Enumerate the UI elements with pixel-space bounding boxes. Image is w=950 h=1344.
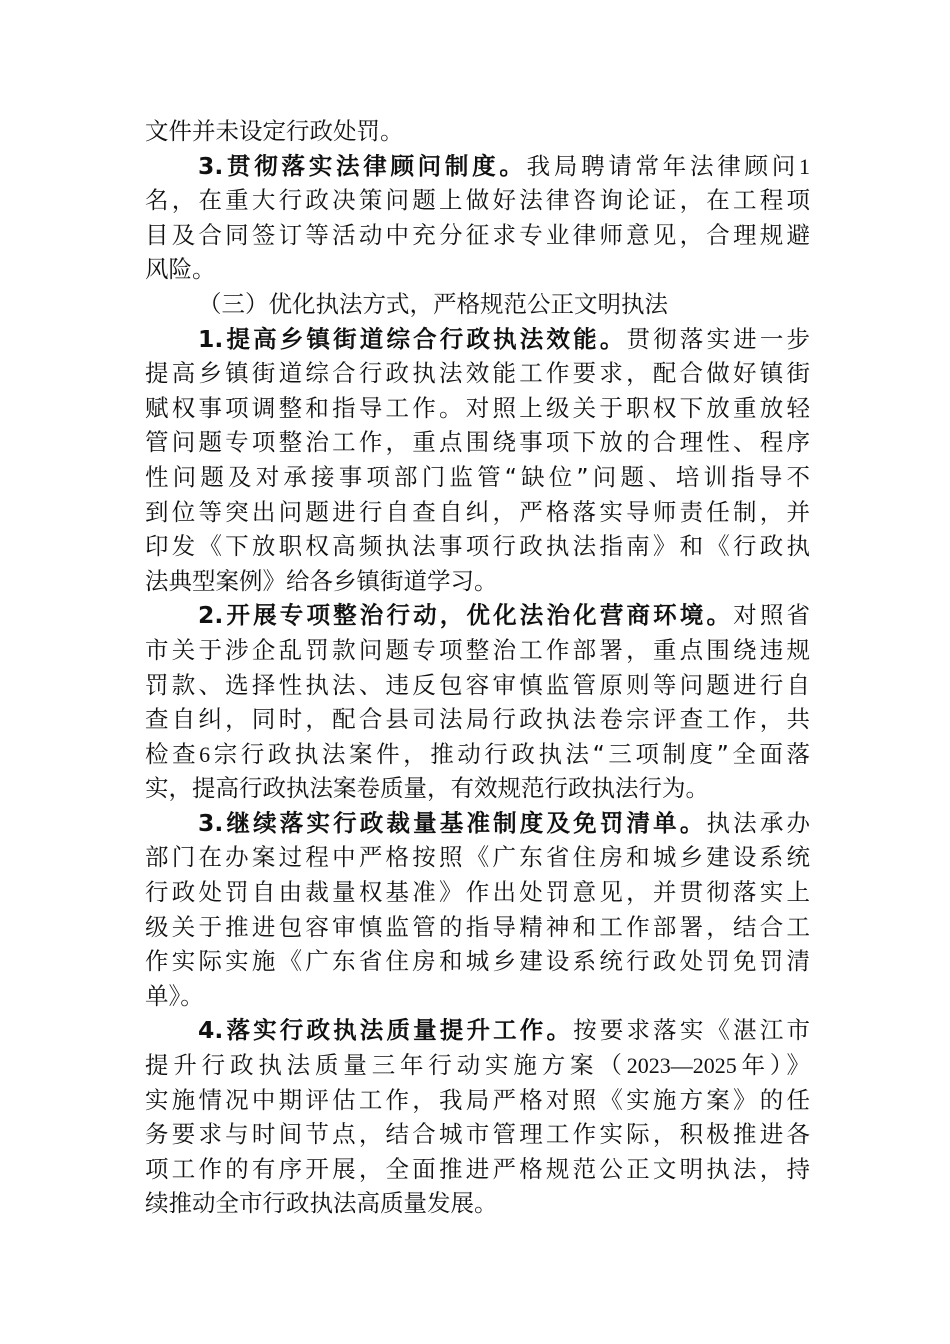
paragraph-line (145, 875, 810, 910)
text: 贯彻落实进一步 (626, 324, 810, 353)
text: 赋权事项调整和指导工作。对照上级关于职权下放重放轻 (145, 393, 810, 422)
text: 提升行政执法质量三年行动实施方案（ (145, 1051, 627, 1080)
number-text: 2023—2025 (626, 1053, 737, 1079)
text: 风险。 (145, 255, 216, 284)
text: 行政处罚自由裁量权基准》作出处罚意见，并贯彻落实上 (145, 878, 810, 907)
text: 查自纠，同时，配合县司法局行政执法卷宗评查工作，共 (145, 705, 810, 734)
text: 实，提高行政执法案卷质量，有效规范行政执法行为。 (145, 774, 709, 803)
text: 我局聘请常年法律顾问 (526, 151, 799, 180)
paragraph-line (145, 356, 810, 391)
text: 宗行政执法案件，推动行政执法“三项制度”全面落 (210, 739, 810, 768)
text: 作实际实施《广东省住房和城乡建设系统行政处罚免罚清 (145, 947, 810, 976)
paragraph-line (145, 979, 810, 1014)
document-body (145, 114, 810, 1221)
text: 级关于推进包容审慎监管的指导精神和工作部署，结合工 (145, 912, 810, 941)
paragraph-line (145, 737, 810, 772)
number-text: 6 (199, 741, 211, 767)
text: 到位等突出问题进行自查自纠，严格落实导师责任制，并 (145, 497, 810, 526)
text: 名，在重大行政决策问题上做好法律咨询论证，在工程项 (145, 186, 810, 215)
paragraph-discretion-line-1 (145, 806, 810, 841)
section-title (145, 287, 810, 322)
paragraph-line (145, 1152, 810, 1187)
text: 对照省 (733, 601, 811, 630)
paragraph-line (145, 218, 810, 253)
paragraph-line (145, 391, 810, 426)
paragraph-rectification-line-1 (145, 598, 810, 633)
paragraph-line (145, 1117, 810, 1152)
paragraph-heading: 4.落实行政执法质量提升工作。 (198, 1016, 574, 1045)
paragraph-line (145, 771, 810, 806)
text: 实施情况中期评估工作，我局严格对照《实施方案》的任 (145, 1085, 810, 1114)
paragraph-township-line-1 (145, 322, 810, 357)
paragraph-line (145, 910, 810, 945)
paragraph-heading: 3.继续落实行政裁量基准制度及免罚清单。 (198, 808, 707, 837)
paragraph-heading: 2.开展专项整治行动，优化法治化营商环境。 (198, 601, 734, 630)
paragraph-line (145, 1186, 810, 1221)
paragraph-line (145, 183, 810, 218)
text: 法典型案例》给各乡镇街道学习。 (145, 566, 498, 595)
paragraph-line (145, 633, 810, 668)
section-heading: （三）优化执法方式，严格规范公正文明执法 (198, 289, 668, 318)
paragraph-line (145, 425, 810, 460)
paragraph-line (145, 1083, 810, 1118)
paragraph-line (145, 495, 810, 530)
text: 文件并未设定行政处罚。 (145, 117, 404, 145)
text: 按要求落实《湛江市 (573, 1016, 811, 1045)
paragraph-line (145, 564, 810, 599)
paragraph-line (145, 529, 810, 564)
text: 续推动全市行政执法高质量发展。 (145, 1189, 498, 1218)
text: 罚款、选择性执法、违反包容审慎监管原则等问题进行自 (145, 670, 810, 699)
text: 管问题专项整治工作，重点围绕事项下放的合理性、程序 (145, 428, 810, 457)
text: 年）》 (736, 1051, 811, 1080)
text: 提高乡镇街道综合行政执法效能工作要求，配合做好镇街 (145, 359, 810, 388)
paragraph-heading: 1.提高乡镇街道综合行政执法效能。 (198, 324, 627, 353)
text: 性问题及对承接事项部门监管“缺位”问题、培训指导不 (145, 462, 810, 491)
paragraph-line (145, 840, 810, 875)
text: 务要求与时间节点，结合城市管理工作实际，积极推进各 (145, 1120, 810, 1149)
text: 市关于涉企乱罚款问题专项整治工作部署，重点围绕违规 (145, 635, 810, 664)
number-text: 1 (799, 153, 810, 179)
text: 目及合同签订等活动中充分征求专业律师意见，合理规避 (145, 220, 810, 249)
text: 单》。 (145, 981, 204, 1010)
paragraph-line (145, 1048, 810, 1083)
paragraph-line (145, 702, 810, 737)
text: 项工作的有序开展，全面推进严格规范公正文明执法，持 (145, 1154, 810, 1183)
text: 执法承办 (706, 808, 811, 837)
text: 部门在办案过程中严格按照《广东省住房和城乡建设系统 (145, 843, 810, 872)
paragraph-heading: 3.贯彻落实法律顾问制度。 (198, 151, 527, 180)
paragraph-quality-line-1 (145, 1013, 810, 1048)
paragraph-line (145, 114, 810, 149)
paragraph-line (145, 944, 810, 979)
paragraph-line (145, 252, 810, 287)
paragraph-line (145, 668, 810, 703)
paragraph-line (145, 460, 810, 495)
text: 检查 (145, 739, 200, 768)
paragraph-legal-advisor-line-1 (145, 149, 810, 184)
text: 印发《下放职权高频执法事项行政执法指南》和《行政执 (145, 532, 810, 561)
